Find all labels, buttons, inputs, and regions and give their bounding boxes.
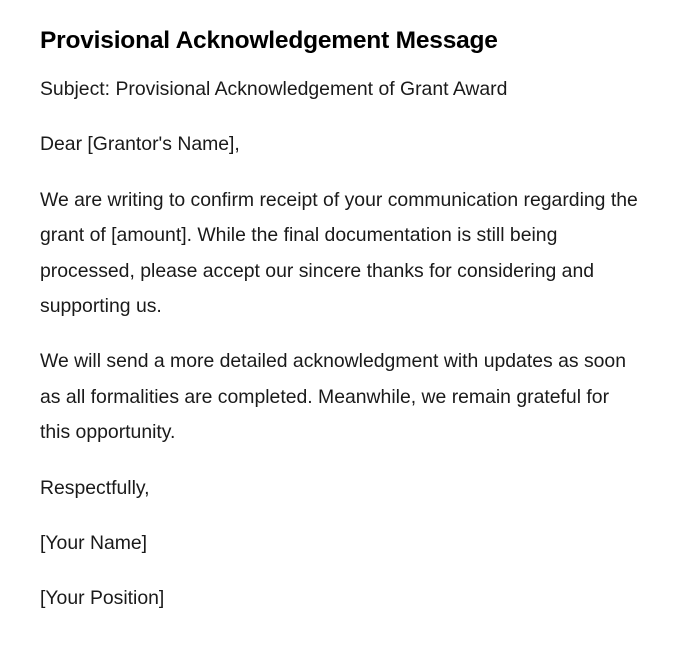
signature-position: [Your Position] — [40, 587, 165, 610]
signature-name: [Your Name] — [40, 532, 148, 555]
document-title: Provisional Acknowledgement Message — [40, 27, 498, 54]
document — [40, 26, 644, 637]
salutation: Dear [Grantor's Name], — [40, 133, 240, 156]
body-paragraph-2: We will send a more detailed acknowledgment with updates as soon as all formalities are completed. Meanwhile, we remain grateful for this opportunity. — [40, 350, 626, 444]
body-paragraph-1: We are writing to confirm receipt of your communication regarding the grant of [amount]. While the final documentation is still being processed, please accept our sincere thanks for considering and supporting us. — [40, 188, 638, 318]
subject-line: Subject: Provisional Acknowledgement of Grant Award — [40, 78, 508, 100]
closing: Respectfully, — [40, 476, 150, 499]
